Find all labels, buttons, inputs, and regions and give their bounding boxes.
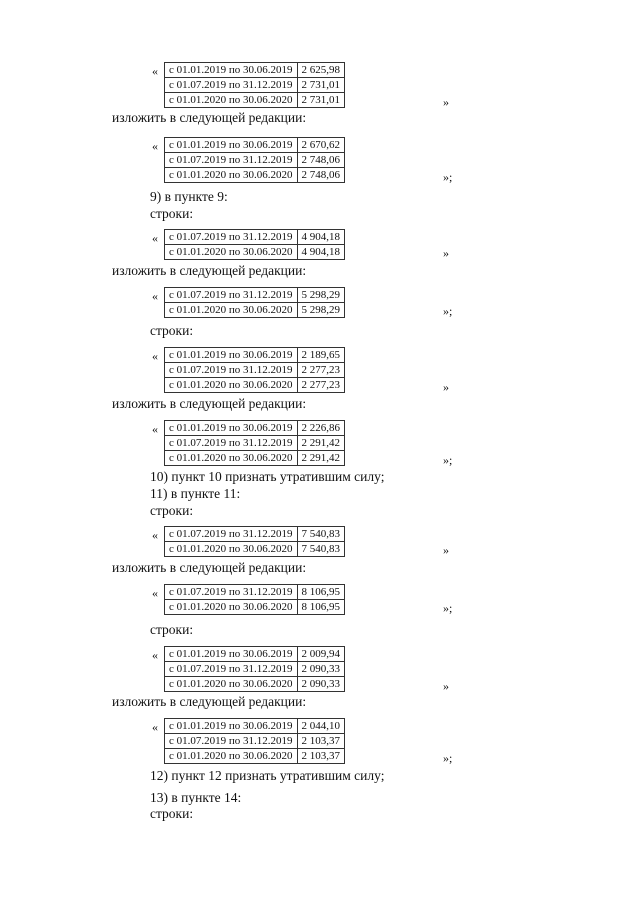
paragraph: изложить в следующей редакции:	[112, 110, 307, 125]
value-cell: 2 009,94	[297, 647, 345, 662]
closing-quote: »;	[443, 304, 453, 318]
paragraph: строки:	[150, 806, 194, 821]
value-cell: 2 731,01	[297, 78, 345, 93]
period-cell: с 01.07.2019 по 31.12.2019	[165, 153, 298, 168]
table-row	[165, 288, 345, 303]
opening-quote: «	[152, 139, 158, 153]
value-cell: 2 748,06	[297, 153, 345, 168]
period-cell: с 01.01.2020 по 30.06.2020	[165, 600, 298, 615]
closing-quote: »	[443, 679, 449, 693]
paragraph: 12) пункт 12 признать утратившим силу;	[150, 768, 385, 783]
value-cell: 2 189,65	[297, 348, 345, 363]
opening-quote: «	[152, 422, 158, 436]
value-cell: 2 090,33	[297, 662, 345, 677]
table-row	[165, 451, 345, 466]
value-cell: 2 044,10	[297, 719, 345, 734]
table-row	[165, 436, 345, 451]
opening-quote: «	[152, 720, 158, 734]
value-cell: 5 298,29	[297, 288, 345, 303]
closing-quote: »;	[443, 751, 453, 765]
table-row	[165, 662, 345, 677]
period-cell: с 01.07.2019 по 31.12.2019	[165, 662, 298, 677]
table-row	[165, 421, 345, 436]
value-cell: 2 748,06	[297, 168, 345, 183]
period-cell: с 01.01.2020 по 30.06.2020	[165, 451, 298, 466]
closing-quote: »;	[443, 170, 453, 184]
table-row	[165, 78, 345, 93]
opening-quote: «	[152, 528, 158, 542]
value-cell: 5 298,29	[297, 303, 345, 318]
period-cell: с 01.01.2019 по 30.06.2019	[165, 348, 298, 363]
period-cell: с 01.01.2020 по 30.06.2020	[165, 378, 298, 393]
closing-quote: »;	[443, 453, 453, 467]
paragraph: строки:	[150, 622, 194, 637]
period-cell: с 01.07.2019 по 31.12.2019	[165, 436, 298, 451]
table-row	[165, 542, 345, 557]
table-row	[165, 600, 345, 615]
period-cell: с 01.07.2019 по 31.12.2019	[165, 230, 298, 245]
opening-quote: «	[152, 289, 158, 303]
rate-table	[164, 287, 345, 318]
table-row	[165, 719, 345, 734]
paragraph: изложить в следующей редакции:	[112, 694, 307, 709]
period-cell: с 01.07.2019 по 31.12.2019	[165, 288, 298, 303]
paragraph: строки:	[150, 323, 194, 338]
closing-quote: »;	[443, 601, 453, 615]
table-row	[165, 677, 345, 692]
closing-quote: »	[443, 543, 449, 557]
opening-quote: «	[152, 349, 158, 363]
table-row	[165, 647, 345, 662]
table-row	[165, 734, 345, 749]
value-cell: 2 625,98	[297, 63, 345, 78]
period-cell: с 01.01.2019 по 30.06.2019	[165, 647, 298, 662]
value-cell: 2 670,62	[297, 138, 345, 153]
opening-quote: «	[152, 64, 158, 78]
paragraph: 13) в пункте 14:	[150, 790, 242, 805]
rate-table	[164, 718, 345, 764]
paragraph: строки:	[150, 206, 194, 221]
opening-quote: «	[152, 231, 158, 245]
period-cell: с 01.01.2020 по 30.06.2020	[165, 677, 298, 692]
period-cell: с 01.01.2019 по 30.06.2019	[165, 719, 298, 734]
value-cell: 2 291,42	[297, 451, 345, 466]
period-cell: с 01.07.2019 по 31.12.2019	[165, 585, 298, 600]
rate-table	[164, 347, 345, 393]
rate-table	[164, 62, 345, 108]
paragraph: 10) пункт 10 признать утратившим силу;	[150, 469, 385, 484]
table-row	[165, 168, 345, 183]
value-cell: 2 090,33	[297, 677, 345, 692]
period-cell: с 01.01.2020 по 30.06.2020	[165, 303, 298, 318]
table-row	[165, 138, 345, 153]
value-cell: 8 106,95	[297, 585, 345, 600]
period-cell: с 01.01.2019 по 30.06.2019	[165, 138, 298, 153]
rate-table	[164, 137, 345, 183]
table-row	[165, 527, 345, 542]
table-row	[165, 378, 345, 393]
closing-quote: »	[443, 95, 449, 109]
value-cell: 2 226,86	[297, 421, 345, 436]
table-row	[165, 230, 345, 245]
value-cell: 4 904,18	[297, 245, 345, 260]
period-cell: с 01.01.2020 по 30.06.2020	[165, 245, 298, 260]
paragraph: 9) в пункте 9:	[150, 189, 228, 204]
table-row	[165, 153, 345, 168]
period-cell: с 01.01.2020 по 30.06.2020	[165, 93, 298, 108]
value-cell: 2 103,37	[297, 734, 345, 749]
paragraph: 11) в пункте 11:	[150, 486, 241, 501]
paragraph: изложить в следующей редакции:	[112, 396, 307, 411]
value-cell: 2 277,23	[297, 363, 345, 378]
table-row	[165, 245, 345, 260]
paragraph: изложить в следующей редакции:	[112, 560, 307, 575]
value-cell: 2 731,01	[297, 93, 345, 108]
table-row	[165, 363, 345, 378]
rate-table	[164, 646, 345, 692]
value-cell: 4 904,18	[297, 230, 345, 245]
closing-quote: »	[443, 246, 449, 260]
period-cell: с 01.07.2019 по 31.12.2019	[165, 78, 298, 93]
table-row	[165, 749, 345, 764]
period-cell: с 01.01.2019 по 30.06.2019	[165, 421, 298, 436]
table-row	[165, 348, 345, 363]
period-cell: с 01.07.2019 по 31.12.2019	[165, 527, 298, 542]
value-cell: 2 277,23	[297, 378, 345, 393]
value-cell: 7 540,83	[297, 542, 345, 557]
paragraph: строки:	[150, 503, 194, 518]
rate-table	[164, 420, 345, 466]
period-cell: с 01.07.2019 по 31.12.2019	[165, 734, 298, 749]
table-row	[165, 63, 345, 78]
period-cell: с 01.01.2020 по 30.06.2020	[165, 749, 298, 764]
value-cell: 2 103,37	[297, 749, 345, 764]
closing-quote: »	[443, 380, 449, 394]
table-row	[165, 585, 345, 600]
table-row	[165, 303, 345, 318]
rate-table	[164, 526, 345, 557]
opening-quote: «	[152, 648, 158, 662]
opening-quote: «	[152, 586, 158, 600]
value-cell: 2 291,42	[297, 436, 345, 451]
rate-table	[164, 229, 345, 260]
period-cell: с 01.01.2020 по 30.06.2020	[165, 168, 298, 183]
period-cell: с 01.01.2020 по 30.06.2020	[165, 542, 298, 557]
period-cell: с 01.01.2019 по 30.06.2019	[165, 63, 298, 78]
rate-table	[164, 584, 345, 615]
value-cell: 7 540,83	[297, 527, 345, 542]
period-cell: с 01.07.2019 по 31.12.2019	[165, 363, 298, 378]
paragraph: изложить в следующей редакции:	[112, 263, 307, 278]
table-row	[165, 93, 345, 108]
value-cell: 8 106,95	[297, 600, 345, 615]
